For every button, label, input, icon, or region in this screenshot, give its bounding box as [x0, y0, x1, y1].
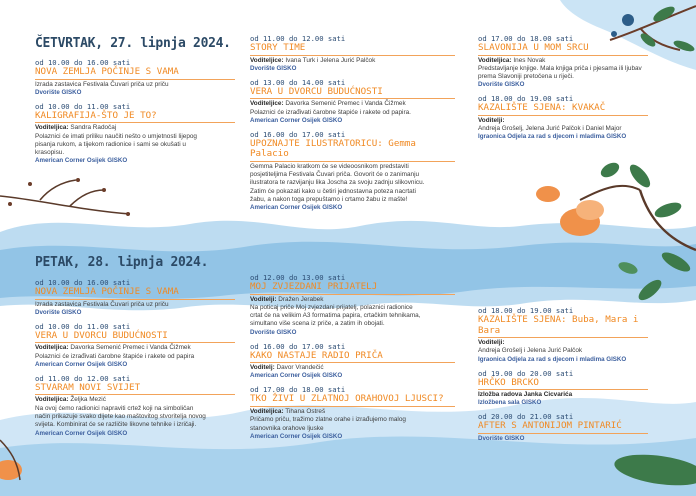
event-lead	[478, 57, 648, 65]
event-location: Izložbena sala GISKO	[478, 399, 542, 407]
event-description: Polaznici će imati priliku naučiti nešto o umjetnosti lijepog	[35, 132, 197, 140]
event-time: od 19.00 do 20.00 sati	[478, 368, 574, 378]
event-time: od 18.00 do 19.00 sati	[478, 306, 574, 315]
event-title: NOVA ZEMLJA POČINJE S VAMA	[35, 287, 235, 300]
thursday-column-3	[478, 34, 648, 146]
event-lead-label: Izložba radova Janka Cicvarića	[478, 391, 573, 399]
event-description: prema Slavoniji pretočena u riječi.	[478, 73, 574, 81]
event-time: od 11.00 do 12.00 sati	[35, 373, 131, 383]
event-location: Dvorište GISKO	[478, 434, 525, 442]
event-description: Pričamo priču, tražimo zlatne orahe i izrađujemo malog	[250, 416, 406, 424]
berry-dot	[622, 14, 634, 26]
event-item	[35, 58, 235, 97]
event-time: od 17.00 do 18.00 sati	[250, 385, 346, 395]
event-time: od 20.00 do 21.00 sati	[478, 412, 574, 422]
event-location: American Corner Osijek GISKO	[35, 429, 128, 437]
event-lead-label: Voditeljica:	[35, 124, 69, 132]
event-lead	[250, 296, 455, 304]
event-description: ilustratora te razvijanju lika Joscha za svoju zadnju slikovnicu.	[250, 179, 425, 187]
event-lead-value: Tihana Ostreš	[283, 407, 326, 415]
friday-column-1	[35, 278, 235, 443]
event-title: KAKO NASTAJE RADIO PRIČA	[250, 351, 455, 364]
event-description: Andreja Grošelj i Jelena Jurić Palčok	[478, 347, 583, 355]
event-location: Dvorište GISKO	[35, 308, 82, 316]
event-description: Na ovoj ćemo radionici napraviti crtež koji na simboličan	[35, 404, 194, 412]
event-time: od 12.00 do 13.00 sati	[250, 273, 346, 282]
event-title: AFTER S ANTONIJOM PINTARIĆ	[478, 421, 648, 434]
event-title: VERA U DVORCU BUDUĆNOSTI	[35, 331, 235, 344]
event-description: Izrada zastavica Festivala Čuvari priča uz priču	[35, 300, 169, 308]
event-item	[250, 385, 455, 440]
event-time: od 10.00 do 16.00 sati	[35, 58, 131, 67]
event-location: American Corner Osijek GISKO	[250, 204, 343, 212]
event-description: Polaznici će izrađivati čarobne štapiće i rakete od papira.	[250, 108, 411, 116]
event-title: KAZALIŠTE SJENA: Buba, Mara i Bara	[478, 315, 648, 338]
event-lead-value: Davor Vrandečić	[274, 364, 324, 372]
event-item	[35, 322, 235, 369]
event-description: Zatim će pokazati kako u četiri jednostavna poteza nacrtati	[250, 187, 416, 195]
event-time: od 17.00 do 18.00 sati	[478, 34, 574, 43]
event-lead-value: Ines Novak	[511, 56, 546, 64]
event-lead	[250, 100, 455, 108]
event-lead	[35, 124, 235, 132]
event-item	[478, 369, 648, 408]
event-title: KAZALIŠTE SJENA: KVAKAČ	[478, 103, 648, 116]
event-lead-value: Željka Mezić	[68, 396, 106, 404]
event-lead	[250, 408, 455, 416]
event-item	[250, 78, 455, 125]
event-item	[250, 342, 455, 381]
event-description: Gemma Palacio kratkom će se videoosnikom predstaviti	[250, 162, 409, 170]
event-description: stanovnika orahove ljuske	[250, 424, 324, 432]
event-lead	[35, 344, 235, 352]
event-item	[35, 102, 235, 166]
event-location: American Corner Osijek GISKO	[250, 116, 343, 124]
event-item	[35, 278, 235, 317]
event-lead	[250, 57, 455, 65]
friday-column-3	[478, 306, 648, 448]
event-item	[250, 273, 455, 337]
event-description: žabu, a nakon toga prepuštamo i crtamo žabu iz mašte!	[250, 196, 408, 204]
event-item	[250, 34, 455, 73]
event-item	[478, 412, 648, 443]
event-description: Andreja Grošelj, Jelena Jurić Palčok i Daniel Major	[478, 125, 622, 133]
event-location: Dvorište GISKO	[250, 64, 297, 72]
event-lead-label: Voditelji:	[478, 339, 505, 346]
event-lead-label: Voditeljica:	[250, 407, 284, 415]
event-lead	[478, 391, 648, 399]
event-description: simultano više scena iz priče, a zatim ih obojati.	[250, 320, 385, 328]
event-location: American Corner Osijek GISKO	[35, 360, 128, 368]
event-title: STVARAM NOVI SVIJET	[35, 383, 235, 396]
event-location: American Corner Osijek GISKO	[35, 157, 128, 165]
event-lead-label: Voditelji:	[250, 295, 277, 303]
event-lead	[250, 364, 455, 372]
event-item	[478, 306, 648, 364]
event-title: NOVA ZEMLJA POČINJE S VAMA	[35, 67, 235, 80]
event-item	[478, 94, 648, 141]
event-title: SLAVONIJA U MOM SRCU	[478, 43, 648, 56]
event-description: Predstavljanje knjige. Mala knjiga priča i pjesama ili ljubav	[478, 64, 642, 72]
event-lead-value: Davorka Semenić Premec i Vanda Čižmek	[68, 344, 191, 352]
event-title: HRČKO BRCKO	[478, 378, 648, 391]
event-lead	[478, 117, 648, 125]
event-description: posjetiteljima Festivala Čuvari priča. Govorit će o zanimanju	[250, 171, 420, 179]
event-lead-value: Davorka Semenić Premec i Vanda Čižmek	[283, 100, 406, 108]
event-lead-value: Dražen Jerabek	[276, 295, 324, 303]
event-lead-value: Ivana Turk i Jelena Jurić Palčok	[283, 56, 376, 64]
event-title: STORY TIME	[250, 43, 455, 56]
event-lead-label: Voditeljica:	[478, 56, 512, 64]
event-title: KALIGRAFIJA-ŠTO JE TO?	[35, 111, 235, 124]
event-item	[35, 374, 235, 438]
event-description: crtat će na velikim A3 formatima papira, crtačkim tehnikama,	[250, 312, 421, 320]
event-lead-label: Voditeljice:	[250, 56, 284, 64]
event-lead-label: Voditeljica:	[35, 344, 69, 352]
event-lead-label: Voditeljica:	[35, 396, 69, 404]
event-location: Dvorište GISKO	[35, 88, 82, 96]
event-description: krasopisu.	[35, 149, 65, 157]
event-time: od 13.00 do 14.00 sati	[250, 77, 346, 87]
day-heading-thursday: ČETVRTAK, 27. lipnja 2024.	[35, 36, 231, 51]
event-time: od 10.00 do 11.00 sati	[35, 321, 131, 331]
thursday-column-1	[35, 58, 235, 170]
event-item	[478, 34, 648, 89]
event-location: Dvorište GISKO	[250, 328, 297, 336]
event-lead	[478, 339, 648, 347]
day-heading-friday: PETAK, 28. lipnja 2024.	[35, 255, 209, 270]
friday-column-2	[250, 273, 455, 446]
event-lead-label: Voditelj:	[250, 364, 275, 372]
event-item	[250, 130, 455, 212]
event-location: American Corner Osijek GISKO	[250, 372, 343, 380]
event-location: Igraonica Odjela za rad s djecom i mladima GISKO	[478, 355, 627, 363]
event-description: Na poticaj priče Moj zvjezdani prijatelj, polaznici radionice	[250, 303, 413, 311]
event-description: Polaznici će izrađivati čarobne štapiće i rakete od papira	[35, 352, 195, 360]
event-description: način prikazuje svako dijete kao maštovitog stvoritelja novog	[35, 412, 206, 420]
branch-left	[0, 180, 130, 214]
event-lead	[35, 396, 235, 404]
event-description: Izrada zastavica Festivala Čuvari priča uz priču	[35, 80, 169, 88]
event-lead-value: Sandra Radočaj	[68, 124, 117, 132]
event-description: pisanja rukom, a tijekom radionice i sami se okušati u	[35, 140, 186, 148]
thursday-column-2	[250, 34, 455, 217]
event-title: VERA U DVORCU BUDUĆNOSTI	[250, 87, 455, 100]
event-time: od 18.00 do 19.00 sati	[478, 94, 574, 104]
event-time: od 16.00 do 17.00 sati	[250, 129, 346, 139]
event-location: Dvorište GISKO	[478, 81, 525, 89]
event-lead-label: Voditelji:	[478, 116, 505, 124]
event-title: MOJ ZVJEZDANI PRIJATELJ	[250, 282, 455, 295]
event-time: od 11.00 do 12.00 sati	[250, 34, 346, 43]
event-time: od 16.00 do 17.00 sati	[250, 341, 346, 351]
event-time: od 10.00 do 11.00 sati	[35, 101, 131, 111]
event-location: American Corner Osijek GISKO	[250, 432, 343, 440]
event-time: od 10.00 do 16.00 sati	[35, 278, 131, 287]
event-location: Igraonica Odjela za rad s djecom i mladima GISKO	[478, 133, 627, 141]
event-title: TKO ŽIVI U ZLATNOJ ORAHOVOJ LJUSCI?	[250, 394, 455, 407]
event-description: svijeta. Kombinirat će se različite likovne tehnike i izričaji.	[35, 421, 197, 429]
event-title: UPOZNAJTE ILUSTRATORICU: Gemma Palacio	[250, 139, 455, 162]
event-lead-label: Voditeljice:	[250, 100, 284, 108]
